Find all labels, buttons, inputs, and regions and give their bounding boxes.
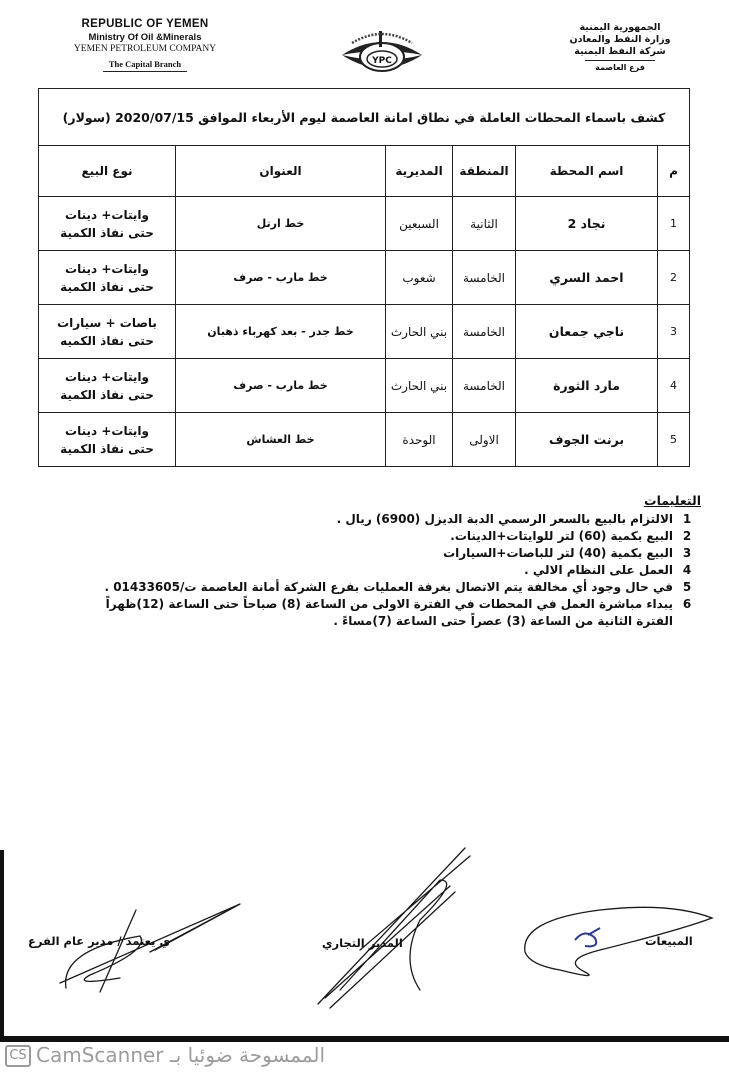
row-sale-type bbox=[39, 413, 175, 466]
letterhead-arabic bbox=[560, 22, 680, 74]
sales-initial-icon bbox=[575, 928, 600, 946]
row-index: 4 bbox=[657, 359, 689, 412]
row-address: خط ارتل bbox=[175, 197, 385, 250]
row-zone: الخامسة bbox=[452, 305, 515, 358]
header-sale-type: نوع البيع bbox=[81, 164, 133, 178]
letterhead-branch: The Capital Branch bbox=[103, 59, 187, 72]
sale-type-line1: وايتات+ دينات bbox=[65, 261, 149, 276]
row-station: مارد الثورة bbox=[515, 359, 657, 412]
header-station: اسم المحطة bbox=[515, 146, 657, 196]
row-address: خط مارب - صرف bbox=[175, 251, 385, 304]
sale-type-line2: حتى نفاذ الكمية bbox=[60, 387, 154, 402]
signature-commercial-manager: المدير التجاري bbox=[322, 936, 403, 950]
row-sale-type bbox=[39, 359, 175, 412]
row-station: ناجي جمعان bbox=[515, 305, 657, 358]
instruction-text: البيع بكمية (60) لتر للوايتات+الدينات. bbox=[450, 529, 673, 543]
instruction-text: العمل على النظام الالي . bbox=[524, 563, 673, 577]
letterhead-ar-ministry: وزارة النفط والمعادن bbox=[569, 34, 671, 45]
stations-table bbox=[38, 88, 690, 467]
commercial-manager-signature-icon bbox=[318, 848, 470, 1008]
row-zone: الثانية bbox=[452, 197, 515, 250]
row-station: برنت الجوف bbox=[515, 413, 657, 466]
row-zone: الاولى bbox=[452, 413, 515, 466]
row-index: 3 bbox=[657, 305, 689, 358]
header-directorate: المديرية bbox=[385, 146, 452, 196]
row-address: خط مارب - صرف bbox=[175, 359, 385, 412]
row-index: 5 bbox=[657, 413, 689, 466]
instruction-item bbox=[61, 545, 701, 562]
instruction-text: البيع بكمية (40) لتر للباصات+السيارات bbox=[443, 546, 673, 560]
signature-branch-manager: ي يعتمد / مدير عام الفرع bbox=[28, 934, 170, 948]
scan-edge-left bbox=[0, 850, 4, 1040]
header-index: م bbox=[657, 146, 689, 196]
instruction-number: 6 bbox=[682, 597, 692, 611]
table-header-row bbox=[39, 146, 689, 197]
sale-type-line2: حتى نفاذ الكمية bbox=[60, 441, 154, 456]
instruction-item bbox=[61, 511, 701, 528]
letterhead-ar-branch: فرع العاصمة bbox=[585, 60, 655, 74]
table-row bbox=[39, 197, 689, 251]
letterhead-ar-company: شركة النفط اليمنية bbox=[574, 46, 666, 57]
sale-type-line2: حتى نفاذ الكميه bbox=[60, 333, 154, 348]
row-station: نجاد 2 bbox=[515, 197, 657, 250]
table-row bbox=[39, 305, 689, 359]
branch-manager-signature-icon bbox=[60, 904, 240, 992]
row-station: احمد السري bbox=[515, 251, 657, 304]
row-directorate: الوحدة bbox=[385, 413, 452, 466]
row-sale-type bbox=[39, 197, 175, 250]
sale-type-line1: وايتات+ دينات bbox=[65, 423, 149, 438]
instruction-number: 1 bbox=[682, 512, 692, 526]
letterhead-english bbox=[40, 18, 250, 72]
header-address: العنوان bbox=[175, 146, 385, 196]
row-directorate: شعوب bbox=[385, 251, 452, 304]
row-zone: الخامسة bbox=[452, 359, 515, 412]
sale-type-line2: حتى نفاذ الكمية bbox=[60, 225, 154, 240]
header-zone: المنطقة bbox=[452, 146, 515, 196]
sale-type-line1: وايتات+ دينات bbox=[65, 369, 149, 384]
instruction-text: يبداء مباشرة العمل في المحطات في الفترة الاولى من الساعة (8) صباحاً حتى الساعة (12)ظهراً bbox=[105, 597, 673, 611]
instruction-continuation: الفترة الثانية من الساعة (3) عصراً حتى الساعة (7)مساءً . bbox=[333, 614, 673, 628]
row-zone: الخامسة bbox=[452, 251, 515, 304]
ypc-logo-icon bbox=[338, 25, 426, 83]
letterhead-ministry: Ministry Of Oil &Minerals bbox=[88, 32, 202, 43]
instruction-text: الالتزام بالبيع بالسعر الرسمي الدبة الديزل (6900) ريال . bbox=[336, 512, 673, 526]
row-index: 2 bbox=[657, 251, 689, 304]
instruction-number: 5 bbox=[682, 580, 692, 594]
logo-text: YPC bbox=[372, 56, 392, 66]
instructions-title: التعليمات bbox=[644, 493, 701, 508]
sale-type-line2: حتى نفاذ الكمية bbox=[60, 279, 154, 294]
instruction-item bbox=[61, 579, 701, 596]
instruction-text: في حال وجود أي مخالفة يتم الاتصال بغرفة العمليات بفرع الشركة أمانة العاصمة ت/01433605 . bbox=[104, 580, 673, 594]
letterhead-ar-republic: الجمهورية اليمنية bbox=[579, 22, 661, 33]
row-index: 1 bbox=[657, 197, 689, 250]
instruction-number: 2 bbox=[682, 529, 692, 543]
row-directorate: بني الحارث bbox=[385, 359, 452, 412]
row-directorate: بني الحارث bbox=[385, 305, 452, 358]
instruction-item bbox=[61, 596, 701, 613]
instruction-number: 3 bbox=[682, 546, 692, 560]
table-row bbox=[39, 251, 689, 305]
signature-sales: المبيعات bbox=[645, 934, 693, 948]
table-row bbox=[39, 413, 689, 466]
letterhead-company: YEMEN PETROLEUM COMPANY bbox=[73, 44, 217, 54]
table-row bbox=[39, 359, 689, 413]
letterhead-republic: REPUBLIC OF YEMEN bbox=[81, 18, 209, 30]
table-title: كشف باسماء المحطات العاملة في نطاق امانة العاصمة ليوم الأربعاء الموافق 2020/07/15 (سولار) bbox=[39, 89, 689, 146]
instruction-item bbox=[61, 528, 701, 545]
camscanner-watermark: CamScanner الممسوحة ضوئيا بـ bbox=[36, 1043, 326, 1067]
row-directorate: السبعين bbox=[385, 197, 452, 250]
row-sale-type bbox=[39, 305, 175, 358]
row-address: خط جدر - بعد كهرباء ذهبان bbox=[175, 305, 385, 358]
row-address: خط العشاش bbox=[175, 413, 385, 466]
sale-type-line1: وايتات+ دينات bbox=[65, 207, 149, 222]
sale-type-line1: باصات + سيارات bbox=[57, 315, 157, 330]
row-sale-type bbox=[39, 251, 175, 304]
instructions-section bbox=[61, 493, 701, 630]
instruction-number: 4 bbox=[682, 563, 692, 577]
instruction-item bbox=[61, 562, 701, 579]
camscanner-logo-icon: CS bbox=[5, 1045, 31, 1067]
